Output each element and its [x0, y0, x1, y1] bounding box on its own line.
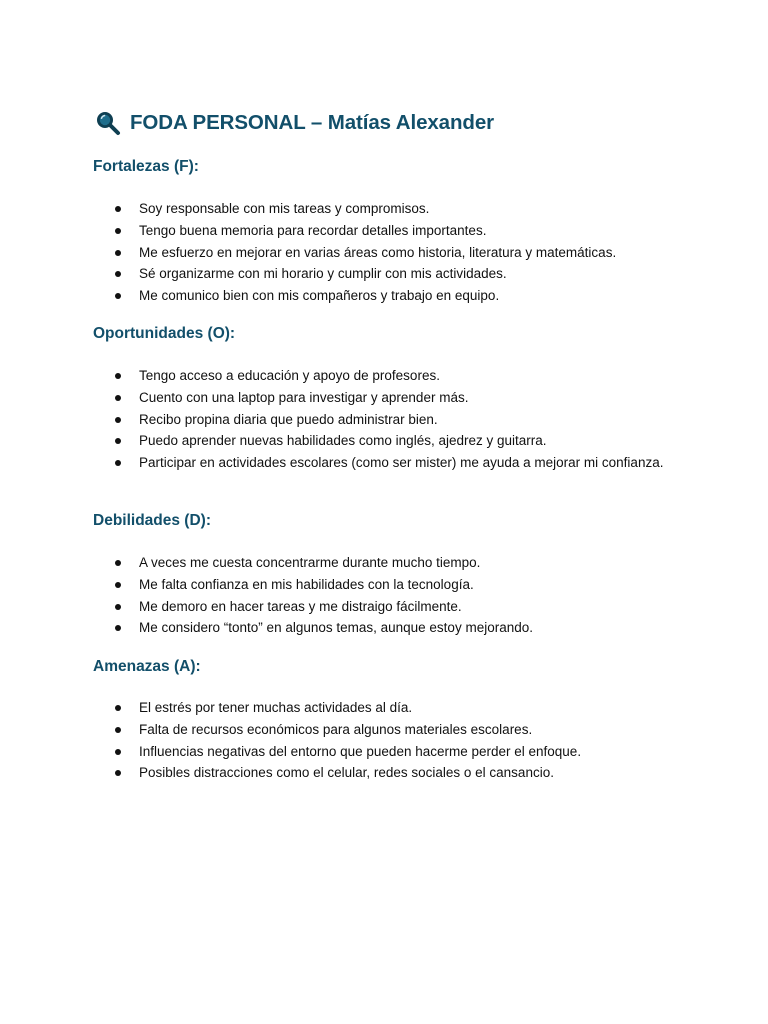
oportunidades-list — [0, 365, 768, 474]
list-item-text: Me esfuerzo en mejorar en varias áreas como historia, literatura y matemáticas. — [139, 244, 617, 260]
fortalezas-list — [0, 198, 768, 307]
bullet-icon — [115, 460, 121, 466]
list-item — [0, 409, 768, 431]
list-item-text: Cuento con una laptop para investigar y aprender más. — [139, 389, 469, 405]
list-item — [0, 198, 768, 220]
bullet-icon — [115, 293, 121, 299]
bullet-icon — [115, 749, 121, 755]
list-item-text: Puedo aprender nuevas habilidades como inglés, ajedrez y guitarra. — [139, 433, 547, 449]
list-item-text: Influencias negativas del entorno que pueden hacerme perder el enfoque. — [139, 743, 582, 759]
list-item — [0, 430, 768, 452]
list-item — [0, 762, 768, 784]
list-item-text: Posibles distracciones como el celular, redes sociales o el cansancio. — [139, 765, 554, 781]
bullet-icon — [115, 604, 121, 610]
list-item — [0, 285, 768, 307]
bullet-icon — [115, 373, 121, 379]
bullet-icon — [115, 705, 121, 711]
bullet-icon — [115, 727, 121, 733]
magnifying-glass-icon — [95, 110, 121, 136]
list-item — [0, 617, 768, 639]
bullet-icon — [115, 582, 121, 588]
list-item-text: Falta de recursos económicos para algunos materiales escolares. — [139, 721, 533, 737]
list-item-text: Recibo propina diaria que puedo administrar bien. — [139, 411, 438, 427]
list-item-text: Me considero “tonto” en algunos temas, aunque estoy mejorando. — [139, 620, 533, 636]
bullet-icon — [115, 228, 121, 234]
list-item-text: Participar en actividades escolares (como ser mister) me ayuda a mejorar mi confianza. — [139, 455, 664, 471]
list-item — [0, 387, 768, 409]
list-item-text: Me falta confianza en mis habilidades con la tecnología. — [139, 576, 474, 592]
document-title-row — [95, 108, 494, 138]
list-item — [0, 220, 768, 242]
list-item-text: A veces me cuesta concentrarme durante mucho tiempo. — [139, 555, 481, 570]
section-heading-fortalezas: Fortalezas (F): — [93, 158, 199, 175]
amenazas-list — [0, 697, 768, 784]
list-item — [0, 452, 768, 474]
bullet-icon — [115, 395, 121, 401]
list-item-text: Tengo acceso a educación y apoyo de profesores. — [139, 368, 440, 383]
list-item — [0, 596, 768, 618]
list-item-text: Me comunico bien con mis compañeros y trabajo en equipo. — [139, 288, 500, 304]
list-item-text: Sé organizarme con mi horario y cumplir con mis actividades. — [139, 266, 507, 282]
list-item-text: El estrés por tener muchas actividades al día. — [139, 700, 413, 715]
bullet-icon — [115, 271, 121, 277]
bullet-icon — [115, 417, 121, 423]
list-item — [0, 365, 768, 387]
debilidades-list — [0, 552, 768, 639]
list-item — [0, 741, 768, 763]
list-item-text: Soy responsable con mis tareas y compromisos. — [139, 201, 430, 216]
list-item — [0, 552, 768, 574]
list-item — [0, 697, 768, 719]
document-title: FODA PERSONAL – Matías Alexander — [130, 111, 494, 134]
list-item — [0, 719, 768, 741]
bullet-icon — [115, 250, 121, 256]
list-item — [0, 242, 768, 264]
list-item — [0, 263, 768, 285]
bullet-icon — [115, 625, 121, 631]
bullet-icon — [115, 206, 121, 212]
bullet-icon — [115, 770, 121, 776]
section-heading-amenazas: Amenazas (A): — [93, 658, 201, 675]
section-heading-oportunidades: Oportunidades (O): — [93, 325, 236, 342]
list-item — [0, 574, 768, 596]
bullet-icon — [115, 560, 121, 566]
section-heading-debilidades: Debilidades (D): — [93, 512, 211, 529]
list-item-text: Tengo buena memoria para recordar detalles importantes. — [139, 222, 487, 238]
bullet-icon — [115, 438, 121, 444]
list-item-text: Me demoro en hacer tareas y me distraigo fácilmente. — [139, 598, 462, 614]
